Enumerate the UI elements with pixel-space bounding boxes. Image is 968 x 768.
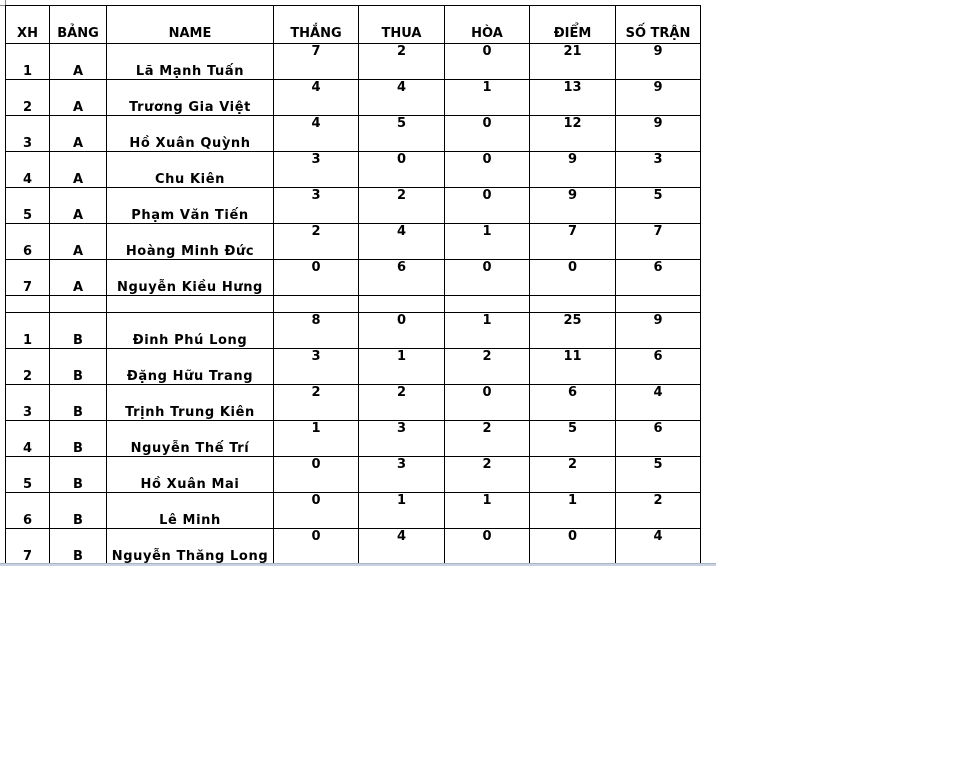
cell-hoa: 1 <box>445 224 530 260</box>
header-thua: THUA <box>359 6 445 44</box>
cell-thang: 0 <box>274 457 359 493</box>
cell-thua: 1 <box>359 349 445 385</box>
cell-xh: 3 <box>6 385 50 421</box>
cell-so-tran: 6 <box>616 421 701 457</box>
cell-thang: 7 <box>274 44 359 80</box>
group-spacer <box>6 296 701 313</box>
spacer-cell <box>6 296 50 313</box>
cell-name: Hoàng Minh Đức <box>107 224 274 260</box>
cell-thang: 0 <box>274 260 359 296</box>
sheet-bottom-edge <box>0 563 716 566</box>
cell-diem: 12 <box>530 116 616 152</box>
cell-so-tran: 6 <box>616 260 701 296</box>
cell-xh: 5 <box>6 457 50 493</box>
cell-bang: B <box>50 421 107 457</box>
cell-bang: A <box>50 80 107 116</box>
cell-so-tran: 7 <box>616 224 701 260</box>
cell-diem: 5 <box>530 421 616 457</box>
cell-thang: 3 <box>274 349 359 385</box>
table-row <box>6 260 701 296</box>
cell-bang: B <box>50 457 107 493</box>
cell-name: Nguyễn Kiều Hưng <box>107 260 274 296</box>
table-row <box>6 80 701 116</box>
cell-thua: 0 <box>359 313 445 349</box>
header-diem: ĐIỂM <box>530 6 616 44</box>
cell-xh: 2 <box>6 349 50 385</box>
header-so-tran: SỐ TRẬN <box>616 6 701 44</box>
cell-thang: 4 <box>274 80 359 116</box>
cell-diem: 0 <box>530 260 616 296</box>
cell-name: Lã Mạnh Tuấn <box>107 44 274 80</box>
cell-diem: 9 <box>530 152 616 188</box>
table-row <box>6 457 701 493</box>
cell-thua: 2 <box>359 385 445 421</box>
standings-table <box>5 5 701 565</box>
cell-thua: 4 <box>359 224 445 260</box>
spacer-cell <box>445 296 530 313</box>
cell-hoa: 0 <box>445 152 530 188</box>
table-row <box>6 44 701 80</box>
header-name: NAME <box>107 6 274 44</box>
cell-so-tran: 6 <box>616 349 701 385</box>
table-row <box>6 188 701 224</box>
cell-bang: A <box>50 188 107 224</box>
cell-so-tran: 2 <box>616 493 701 529</box>
spacer-cell <box>530 296 616 313</box>
table-row <box>6 152 701 188</box>
cell-thang: 8 <box>274 313 359 349</box>
cell-diem: 13 <box>530 80 616 116</box>
cell-hoa: 0 <box>445 529 530 565</box>
table-row <box>6 421 701 457</box>
cell-bang: B <box>50 313 107 349</box>
cell-xh: 7 <box>6 529 50 565</box>
cell-thang: 0 <box>274 529 359 565</box>
table-row <box>6 116 701 152</box>
table-row <box>6 224 701 260</box>
cell-thua: 1 <box>359 493 445 529</box>
cell-diem: 1 <box>530 493 616 529</box>
cell-so-tran: 4 <box>616 385 701 421</box>
cell-xh: 1 <box>6 313 50 349</box>
cell-bang: A <box>50 260 107 296</box>
cell-name: Chu Kiên <box>107 152 274 188</box>
cell-name: Hồ Xuân Mai <box>107 457 274 493</box>
cell-bang: A <box>50 116 107 152</box>
spacer-row <box>6 296 701 313</box>
cell-thua: 0 <box>359 152 445 188</box>
cell-hoa: 2 <box>445 457 530 493</box>
cell-name: Trương Gia Việt <box>107 80 274 116</box>
standings-sheet <box>5 5 701 565</box>
cell-bang: A <box>50 152 107 188</box>
cell-hoa: 0 <box>445 44 530 80</box>
cell-xh: 2 <box>6 80 50 116</box>
cell-name: Đinh Phú Long <box>107 313 274 349</box>
cell-hoa: 0 <box>445 385 530 421</box>
cell-name: Nguyễn Thăng Long <box>107 529 274 565</box>
cell-bang: A <box>50 224 107 260</box>
spacer-cell <box>359 296 445 313</box>
spacer-cell <box>274 296 359 313</box>
header-xh: XH <box>6 6 50 44</box>
cell-thang: 2 <box>274 224 359 260</box>
cell-thang: 1 <box>274 421 359 457</box>
header-bang: BẢNG <box>50 6 107 44</box>
cell-diem: 6 <box>530 385 616 421</box>
cell-xh: 3 <box>6 116 50 152</box>
cell-diem: 11 <box>530 349 616 385</box>
table-row <box>6 529 701 565</box>
spacer-cell <box>107 296 274 313</box>
cell-so-tran: 9 <box>616 80 701 116</box>
cell-diem: 9 <box>530 188 616 224</box>
table-row <box>6 313 701 349</box>
cell-thua: 2 <box>359 188 445 224</box>
cell-thang: 3 <box>274 152 359 188</box>
header-hoa: HÒA <box>445 6 530 44</box>
group-b-rows <box>6 313 701 565</box>
cell-xh: 6 <box>6 493 50 529</box>
header-thang: THẮNG <box>274 6 359 44</box>
cell-thang: 4 <box>274 116 359 152</box>
group-a-rows <box>6 44 701 296</box>
cell-thua: 3 <box>359 457 445 493</box>
spacer-cell <box>616 296 701 313</box>
cell-name: Trịnh Trung Kiên <box>107 385 274 421</box>
cell-thang: 3 <box>274 188 359 224</box>
cell-diem: 7 <box>530 224 616 260</box>
cell-bang: A <box>50 44 107 80</box>
cell-xh: 6 <box>6 224 50 260</box>
cell-hoa: 2 <box>445 421 530 457</box>
cell-diem: 0 <box>530 529 616 565</box>
cell-so-tran: 4 <box>616 529 701 565</box>
cell-thang: 0 <box>274 493 359 529</box>
cell-hoa: 0 <box>445 188 530 224</box>
cell-xh: 4 <box>6 152 50 188</box>
cell-hoa: 1 <box>445 493 530 529</box>
cell-name: Phạm Văn Tiến <box>107 188 274 224</box>
cell-name: Nguyễn Thế Trí <box>107 421 274 457</box>
cell-so-tran: 3 <box>616 152 701 188</box>
cell-bang: B <box>50 349 107 385</box>
table-row <box>6 493 701 529</box>
cell-name: Đặng Hữu Trang <box>107 349 274 385</box>
cell-diem: 21 <box>530 44 616 80</box>
cell-bang: B <box>50 493 107 529</box>
cell-name: Lê Minh <box>107 493 274 529</box>
cell-hoa: 0 <box>445 116 530 152</box>
table-row <box>6 385 701 421</box>
cell-thua: 3 <box>359 421 445 457</box>
cell-name: Hồ Xuân Quỳnh <box>107 116 274 152</box>
cell-xh: 7 <box>6 260 50 296</box>
cell-thua: 4 <box>359 529 445 565</box>
cell-thua: 5 <box>359 116 445 152</box>
cell-diem: 2 <box>530 457 616 493</box>
cell-bang: B <box>50 529 107 565</box>
header-row <box>6 6 701 44</box>
cell-hoa: 1 <box>445 313 530 349</box>
cell-so-tran: 9 <box>616 116 701 152</box>
table-row <box>6 349 701 385</box>
cell-thua: 6 <box>359 260 445 296</box>
spacer-cell <box>50 296 107 313</box>
cell-xh: 4 <box>6 421 50 457</box>
cell-diem: 25 <box>530 313 616 349</box>
cell-xh: 1 <box>6 44 50 80</box>
cell-thua: 2 <box>359 44 445 80</box>
cell-thua: 4 <box>359 80 445 116</box>
cell-so-tran: 9 <box>616 313 701 349</box>
cell-thang: 2 <box>274 385 359 421</box>
cell-so-tran: 5 <box>616 457 701 493</box>
cell-so-tran: 5 <box>616 188 701 224</box>
cell-hoa: 2 <box>445 349 530 385</box>
cell-hoa: 1 <box>445 80 530 116</box>
cell-xh: 5 <box>6 188 50 224</box>
cell-so-tran: 9 <box>616 44 701 80</box>
cell-bang: B <box>50 385 107 421</box>
cell-hoa: 0 <box>445 260 530 296</box>
